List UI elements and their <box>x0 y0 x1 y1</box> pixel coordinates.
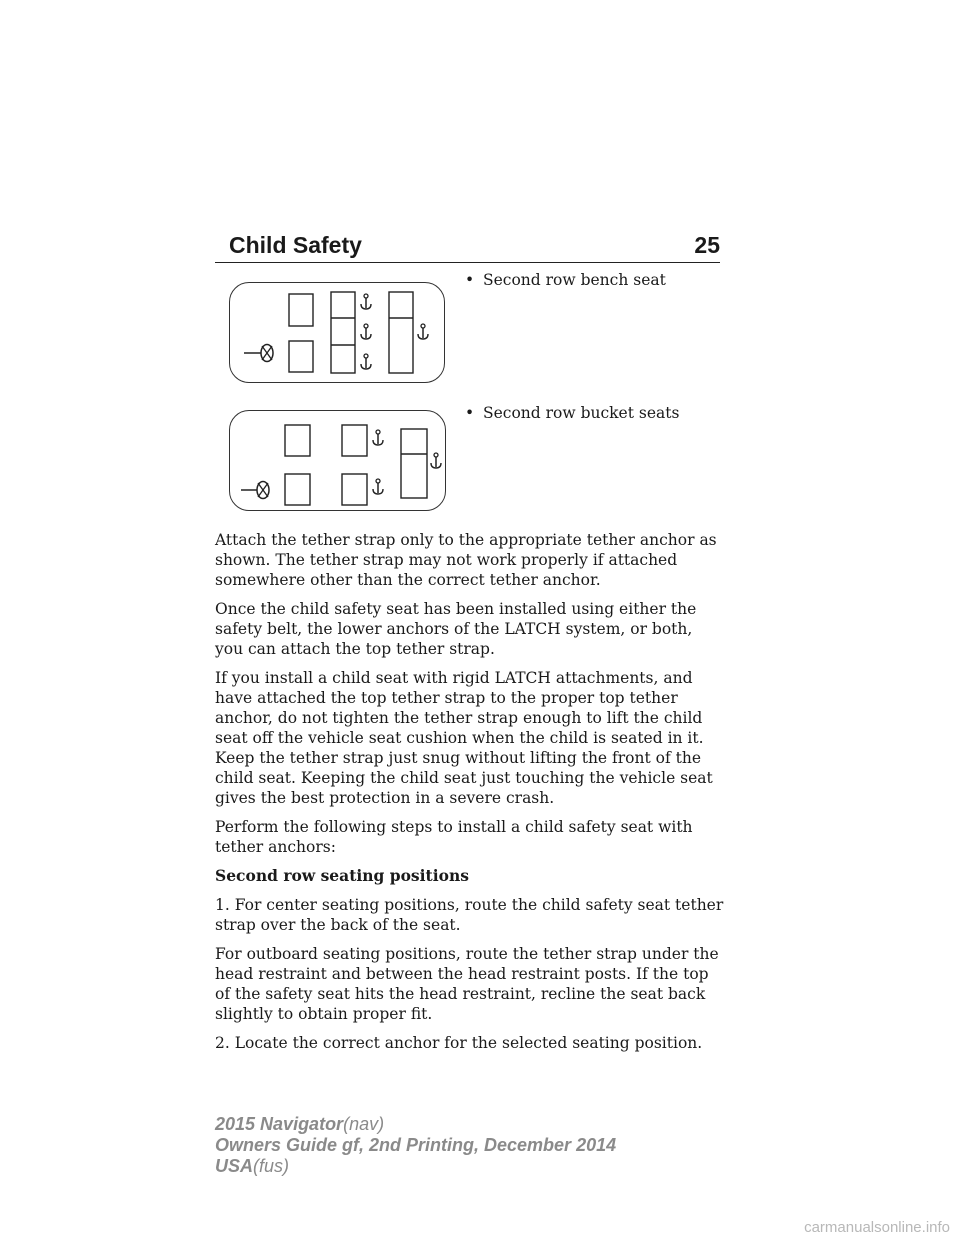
step: 1. For center seating positions, route the child safety seat tether strap over the back of the seat. <box>215 896 724 934</box>
page-number: 25 <box>694 232 720 258</box>
third-row-seat <box>389 292 413 373</box>
bench-seat-diagram <box>229 282 445 383</box>
body-text <box>215 530 725 1062</box>
front-seat-driver <box>285 474 310 505</box>
front-seat-driver <box>289 341 313 372</box>
anchor-icon <box>431 453 441 468</box>
paragraph: Once the child safety seat has been installed using either the safety belt, the lower anchors of the LATCH system, or both, you can attach the top tether strap. <box>215 600 697 658</box>
front-seat-passenger <box>289 294 313 326</box>
steering-wheel-icon <box>244 345 273 362</box>
second-row-bucket-right <box>342 425 367 456</box>
paragraph: If you install a child seat with rigid LATCH attachments, and have attached the top tether strap to the proper top tether anchor, do not tighten the tether strap enough to lift the child seat off the vehicle seat cushion when the child is seated in it. Keep the tether strap just snug without lifting the front of the child seat. Keeping the child seat just touching the vehicle seat gives the best protection in a severe crash. <box>215 669 713 807</box>
step: For outboard seating positions, route the tether strap under the head restraint and between the head restraint posts. If the top of the safety seat hits the head restraint, recline the seat back slightly to obtain proper fit. <box>215 945 719 1023</box>
anchor-icon <box>373 430 383 445</box>
paragraph: Attach the tether strap only to the appropriate tether anchor as shown. The tether strap may not work properly if attached somewhere other than the correct tether anchor. <box>215 531 717 589</box>
header-rule <box>215 262 720 263</box>
step: 2. Locate the correct anchor for the selected seating position. <box>215 1034 703 1052</box>
anchor-icon <box>361 354 371 369</box>
bucket-seats-diagram <box>229 410 446 511</box>
second-row-bucket-left <box>342 474 367 505</box>
anchor-icon <box>361 294 371 309</box>
anchor-icon <box>361 324 371 339</box>
footer-region-code: (fus) <box>253 1156 290 1176</box>
anchor-icon <box>418 324 428 339</box>
second-row-bench <box>331 292 355 373</box>
footer-guide: Owners Guide gf, 2nd Printing, December 2014 <box>215 1135 617 1155</box>
third-row-seat <box>401 429 427 498</box>
bullet-text: Second row bench seat <box>483 271 666 289</box>
bucket-seats-caption: • Second row bucket seats <box>465 404 680 422</box>
subheading: Second row seating positions <box>215 866 469 885</box>
footer-model-code: (nav) <box>343 1114 385 1134</box>
bench-seat-caption: • Second row bench seat <box>465 271 666 289</box>
page-footer <box>215 1114 616 1177</box>
page-header <box>215 232 720 260</box>
anchor-icon <box>373 479 383 494</box>
steering-wheel-icon <box>241 482 269 499</box>
footer-model: 2015 Navigator <box>215 1114 344 1134</box>
section-title: Child Safety <box>229 232 362 258</box>
paragraph: Perform the following steps to install a child safety seat with tether anchors: <box>215 818 693 856</box>
bullet-text: Second row bucket seats <box>483 404 680 422</box>
footer-region: USA <box>215 1156 254 1176</box>
front-seat-passenger <box>285 425 310 456</box>
watermark: carmanualsonline.info <box>804 1219 950 1236</box>
